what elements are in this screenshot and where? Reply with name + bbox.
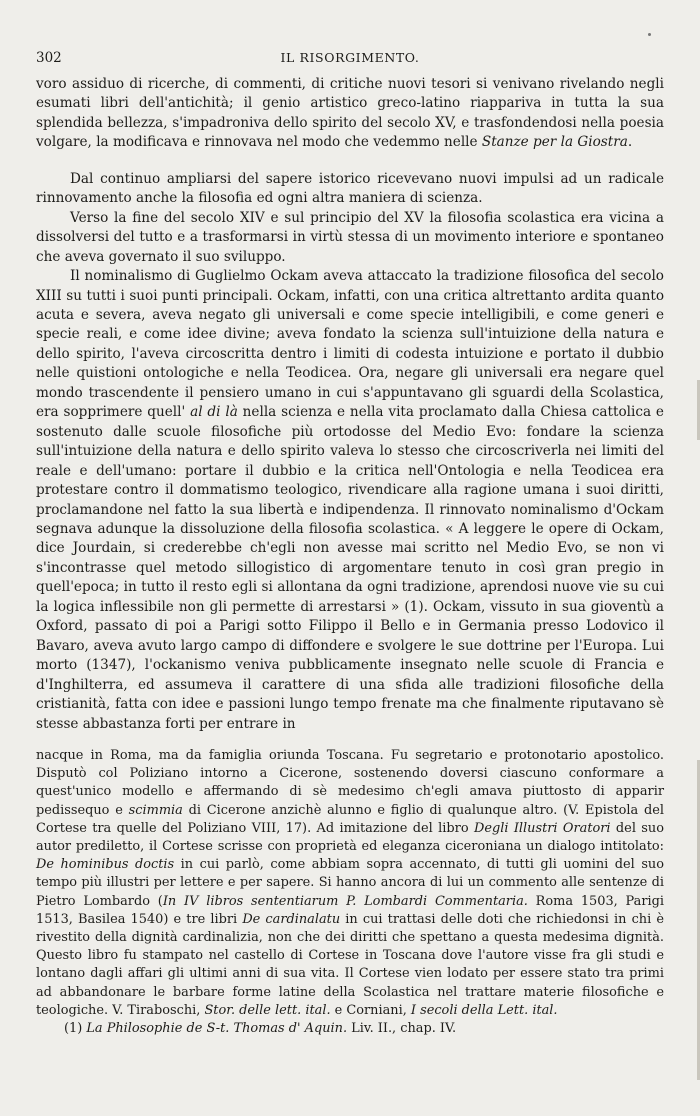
paragraph	[36, 75, 664, 153]
italic-phrase: al di là	[190, 404, 238, 421]
text-run: del suo autor prediletto, il Cortese scrisse con proprietà ed eleganza ciceroniana un dialogo intitolato:	[36, 820, 664, 855]
italic-title: De hominibus doctis	[36, 857, 175, 873]
text-run: voro assiduo di ricerche, di commenti, di critiche nuovi tesori si venivano rivelando negli esumati libri dell'antichità; il genio artistico greco-latino riappariva in tutta la sua splendida bellezza, s'impadroniva dello spirito del secolo XV, e trasfondendosi nella poesia volgare, la modificava e rinnovava nel modo che vedemmo nelle	[36, 76, 664, 151]
footnote-1	[36, 1020, 664, 1038]
footnote-continued	[36, 747, 664, 1020]
italic-word: scimmia	[128, 802, 183, 818]
text-run: Roma 1503, Parigi 1513, Basilea 1540) e tre libri	[36, 893, 664, 927]
footnotes	[36, 747, 664, 1038]
footnote-marker: (1)	[64, 1021, 87, 1037]
page-header	[36, 50, 664, 70]
paragraph	[36, 267, 664, 734]
italic-title: De cardinalatu	[242, 911, 341, 927]
text-run: in cui parlò, come abbiam sopra accennato, di tutti gli uomini del suo tempo più illustri per lettere e per sapere. Si hanno ancora di lui un commento alle sentenze di Pietro Lombardo (	[36, 857, 664, 909]
text-run: Il nominalismo di Guglielmo Ockam aveva attaccato la tradizione filosofica del secolo XIII su tutti i suoi punti principali. Ockam, infatti, con una critica altrettanto ardita quanto acuta e severa, aveva negato gli universali e come specie intelligibili, e come generi e specie reali, e come idee divine; aveva fondato la scienza sull'intuizione della natura e dello spirito, l'aveva circoscritta dentro i limiti di codesta intuizione e portato il dubbio nelle quistioni ontologiche e nella Teodicea. Ora, negare gli universali era negare quel mondo trascendente il pensiero umano in cui s'appuntavano gli sguardi della Scolastica, era sopprimere quell'	[36, 268, 664, 421]
italic-title: Degli Illustri Oratori	[473, 820, 611, 836]
speck-mark	[648, 33, 651, 36]
text-run: e Corniani,	[330, 1002, 411, 1018]
main-text	[36, 75, 664, 734]
paragraph: Verso la fine del secolo XIV e sul principio del XV la filosofia scolastica era vicina a dissolversi del tutto e a trasformarsi in virtù stessa di un movimento interiore e spontaneo che aveva governato il suo sviluppo.	[36, 209, 664, 265]
text-run: di Cicerone anzichè alunno e figlio di qualunque altro. (V. Epistola del Cortese tra quelle del Poliziano VIII, 17). Ad imitazione del libro	[36, 802, 664, 836]
text-run: nella scienza e nella vita proclamato dalla Chiesa cattolica e sostenuto dalle scuole filosofiche più ortodosse del Medio Evo: fondare la scienza sull'intuizione della natura e dello spirito valeva lo stesso che circoscriverla nei limiti del reale e dell'umano: portare il dubbio e la critica nell'Ontologia e nella Teodicea era protestare contro il dommatismo teologico, rivendicare alla ragione umana i suoi diritti, proclamandone nel fatto la sua libertà e indipendenza. Il rinnovato nominalismo d'Ockam segnava adunque la dissoluzione della filosofia scolastica. « A leggere le opere di Ockam, dice Jourdain, si crederebbe ch'egli non avesse mai scritto nel Medio Evo, se non vi s'incontrasse quel metodo sillogistico di argomentare tenuto in così gran pregio in quell'epoca; in tutto il resto egli si allontana da ogni tradizione, aprendosi nuove vie su cui la logica inflessibile non gli permette di arrestarsi » (1). Ockam, vissuto in sua gioventù a Oxford, passato di poi a Parigi sotto Filippo il Bello e in Germania presso Lodovico il Bavaro, aveva avuto largo campo di diffondere e svolgere le sue dottrine per l'Europa. Lui morto (1347), l'ockanismo veniva pubblicamente insegnato nelle scuole di Francia e d'Inghilterra, ed assumeva il carattere di una sfida alle tradizioni filosofiche della cristianità, fatta con idee e passioni lungo tempo frenate ma che finalmente riputavano sè stesse abbastanza forti per entrare in	[36, 404, 664, 732]
italic-title: Stanze per la Giostra	[481, 134, 628, 151]
italic-title: La Philosophie de S-t. Thomas d' Aquin.	[86, 1021, 348, 1037]
text-run: in cui trattasi delle doti che richiedonsi in chi è rivestito della dignità cardinalizia, non che dei diritti che spettano a questa medesima dignità. Questo libro fu stampato nel castello di Cortese in Toscana dove l'autore visse fra gli studi e lontano dagli affari gli ultimi anni di sua vita. Il Cortese vien lodato per essere stato tra primi ad abbandonare le barbare forme latine della Scolastica nel trattare materie filosofiche e teologiche. V. Tiraboschi,	[36, 911, 665, 1018]
text-run: Liv. II., chap. IV.	[347, 1021, 457, 1037]
italic-title: In IV libros sententiarum P. Lombardi Commentaria.	[162, 893, 528, 909]
italic-title: Stor. delle lett. ital.	[204, 1002, 331, 1018]
italic-title: I secoli della Lett. ital.	[410, 1002, 558, 1018]
text-run: .	[627, 134, 633, 151]
paragraph: Dal continuo ampliarsi del sapere istorico ricevevano nuovi impulsi ad un radicale rinnovamento anche la filosofia ed ogni altra maniera di scienza.	[36, 170, 664, 207]
text-run: nacque in Roma, ma da famiglia oriunda Toscana. Fu segretario e protonotario apostolico. Disputò col Poliziano intorno a Cicerone, sostenendo doversi ciascuno conformare a quest'unico modello e affermando di sè medesimo ch'egli amava piuttosto di apparir pedissequo e	[36, 748, 664, 818]
page-number: 302	[36, 50, 62, 66]
running-title: IL RISORGIMENTO.	[280, 50, 420, 65]
